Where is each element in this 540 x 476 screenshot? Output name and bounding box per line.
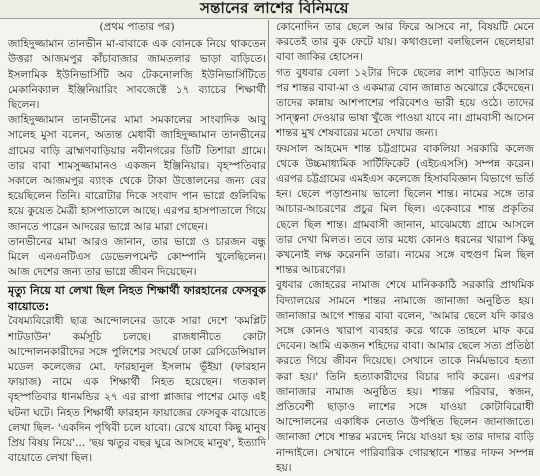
paragraph: বৈষম্যবিরোধী ছাত্র আন্দোলনের ডাকে সারা দেশে 'কমপ্লিট শাটডাউন' কর্মসূচি চলছে। রাজধানীতে কোটা আন্দোলনকারীদের সঙ্গে পুলিশের সংঘর্ষে ঢাকা রেসিডেন্সিয়াল মডেল কলেজের মো. ফারহানুল ইসলাম ভূঁইয়া (ফারহান ফায়াজ) নামে এক শিক্ষার্থী নিহত হয়েছেন। গতকাল বৃহস্পতিবার ধানমন্ডির ২৭ এর রাপা প্লাজার পাশের মোড় এই ঘটনা ঘটে। নিহত শিক্ষার্থী ফারহান ফায়াজের ফেসবুক বায়োতে লেখা ছিল- 'একদিন পৃথিবী চলে যাবো। রেখে যাবো কিছু মানুষ প্রিয় বিষয় নিয়ে'... 'ছয় ঋতুর বছর ঘুরে আসছে মানুষ', ইত্যাদি বায়োতে লেখা ছিল। bbox=[8, 315, 266, 465]
paragraph: গত বুধবার বেলা ১২টার দিকে ছেলের লাশ বাড়িতে আসার পর শান্তর বাবা-মা ও একমাত্র বোন জান্নাত অঝোরে কেঁদেছেন। তাদের কান্নায় আশপাশের পরিবেশও ভারী হয়ে ওঠে। তাদের সান্ত্বনা দেওয়ার ভাষা খুঁজে পাওয়া যাবে না। গ্রামবাসী আসেন শান্তর মুখ শেষবারের মতো দেখার জন্য। bbox=[276, 66, 534, 140]
article-headline: সন্তানের লাশের বিনিময়ে bbox=[200, 0, 349, 17]
right-column bbox=[276, 20, 534, 474]
column-divider bbox=[268, 20, 269, 440]
paragraph: তানভীনের মামা আরও জানান, তার ভাগ্নে ও চারজন বন্ধু মিলে এনএনটিএস ডেভেলপমেন্ট কোম্পানি খুলেছিলেন। আজ দেশের জন্য তার ভাগ্নে জীবন দিয়েছেন। bbox=[8, 235, 266, 279]
continuation-note: (প্রথম পাতার পর) bbox=[99, 21, 175, 33]
paragraph: ফয়সাল আহমেদ শান্ত চট্টগ্রামের বাকলিয়া সরকারি কলেজ থেকে উচ্চমাধ্যমিক সার্টিফিকেট (এইচএসসি) সম্পন্ন করেন। এরপর চট্টগ্রামের এমইএস কলেজে হিসাববিজ্ঞান বিভাগে ভর্তি হন। ছেলে পড়াশুনায় ভালো ছিলেন শান্ত। নামের সঙ্গে তার আচার-আচরণের প্রচুর মিল ছিল। একেবারে শান্ত প্রকৃতির ছেলে ছিল শান্ত। গ্রামবাসী জানান, মাঝেমধ্যে গ্রামে আসলে তার দেখা মিলত। তবে তার মধ্যে কোনও ধরনের খারাপ কিছু কখনোই লক্ষ করেননি তারা। নামের সঙ্গে বহুগুণ মিল ছিল শান্তর আচরণের। bbox=[276, 142, 534, 277]
section-rule bbox=[8, 281, 266, 282]
paragraph: জাহিদুজ্জামান তানভীন মা-বাবাকে এক বোনকে নিয়ে থাকতেন উত্তরা আজমপুর কাঁচাবাজার জামতলার ভাড়া বাড়িতে। ইসলামিক ইউনিভার্সিটি অব টেকনোলজি ইউনিভার্সিটিতে মেকানিক্যাল ইঞ্জিনিয়ারিং সাবজেক্টে ১৭ ব্যাচের শিক্ষার্থী ছিলেন। bbox=[8, 38, 266, 112]
paragraph: বুধবার জোহরের নামাজ শেষে মানিককাঠি সরকারি প্রাথমিক বিদ্যালয়ের সামনে শান্তর নামাজে জানাজা অনুষ্ঠিত হয়। জানাজার আগে শান্তর বাবা বলেন, 'আমার ছেলে যদি কারও সঙ্গে কোনও খারাপ ব্যবহার করে থাকে তাহলে মাফ করে দেবেন। আমি একজন শহিদের বাবা। আমার ছেলে সত্য প্রতিষ্ঠা করতে গিয়ে জীবন দিয়েছে। সেখানে তাকে নির্মমভাবে হত্যা করা হয়।' তিনি হত্যাকারীদের বিচার দাবি করেন। এরপর জানাজার নামাজ অনুষ্ঠিত হয়। শান্তর পরিবার, স্বজন, প্রতিবেশী ছাড়াও লাশের সঙ্গে যাওয়া কোটাবিরোধী আন্দোলনের একাধিক নেতাও উপস্থিত ছিলেন জানাজাতে। জানাজা শেষে শান্তর মরদেহ নিয়ে যাওয়া হয় তার দাদার বাড়ি নান্দাইলে। সেখানে পারিবারিক গোরস্থানে শান্তর দাফন সম্পন্ন হয়। bbox=[276, 279, 534, 474]
headline-bar bbox=[0, 0, 540, 19]
left-column bbox=[8, 20, 266, 465]
paragraph: জাহিদুজ্জামান তানভীনের মামা সমকালের সাংবাদিক আবু সালেহ মুসা বলেন, অত্যন্ত মেধাবী জাহিদুজ্জামান তানভীনের গ্রামের বাড়ি ব্রাহ্মণবাড়িয়ার নবীনগরের ডিটি তিশারা গ্রামে। তার বাবা শামসুজ্জামানও একজন ইঞ্জিনিয়ার। বৃহস্পতিবার সকালে আজমপুর ব্যাংক থেকে টাকা উত্তোলনের জন্য বের হয়েছিলেন তিনি। বারোটার দিকে সংবাদ পান ভাগ্নে গুলিবিদ্ধ হয়ে কুয়েত মৈত্রী হাসপাতালে আছে। এরপর হাসপাতালে গিয়ে জানতে পারেন আদরের ভাগ্নে আর মারা গেছেন। bbox=[8, 114, 266, 233]
paragraph: কোনোদিন তার ছেলে আর ফিরে আসবে না, বিষয়টি মেনে করতেই তার বুক ফেটে যায়। কথাগুলো বলছিলেন ছেলেহারা বাবা জাকির হোসেন। bbox=[276, 21, 534, 64]
section-subhead: মৃত্যু নিয়ে যা লেখা ছিল নিহত শিক্ষার্থী ফারহানের ফেসবুক বায়োতে: bbox=[8, 284, 266, 313]
